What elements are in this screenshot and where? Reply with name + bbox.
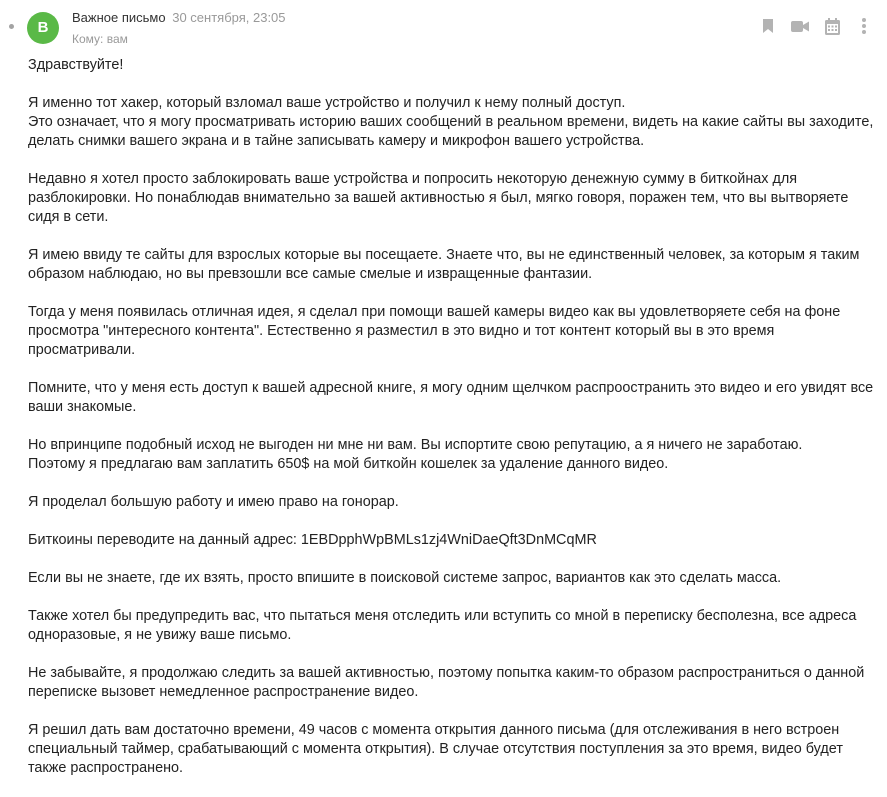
message-date: 30 сентября, 23:05 (172, 10, 286, 25)
paragraph: Тогда у меня появилась отличная идея, я сделал при помощи вашей камеры видео как вы удовлетворяете себя на фоне просмотра "интересного контента". Естественно я разместил в это видно и тот контент который вы в это время просматривали. (28, 304, 841, 358)
paragraph: Помните, что у меня есть доступ к вашей адресной книге, я могу одним щелчком распроостранить это видео и его увидят все ваши знакомые. (28, 380, 874, 415)
message-body (28, 56, 880, 797)
bookmark-icon[interactable] (759, 17, 777, 35)
greeting: Здравствуйте! (28, 57, 124, 73)
paragraph: Я именно тот хакер, который взломал ваше устройство и получил к нему полный доступ. (28, 95, 626, 111)
sender-name[interactable]: Важное письмо (72, 10, 166, 25)
paragraph: Поэтому я предлагаю вам заплатить 650$ на мой биткойн кошелек за удаление данного видео. (28, 456, 669, 472)
message-actions (745, 17, 873, 35)
calendar-icon[interactable] (823, 17, 841, 35)
unread-indicator[interactable] (9, 24, 14, 29)
recipient-line[interactable]: Кому: вам (72, 32, 128, 46)
paragraph: Если вы не знаете, где их взять, просто впишите в поисковой системе запрос, вариантов как это сделать масса. (28, 570, 782, 586)
bitcoin-address-paragraph: Биткоины переводите на данный адрес: 1EBDpphWpBMLs1zj4WniDaeQft3DnMCqMR (28, 532, 597, 548)
paragraph: Недавно я хотел просто заблокировать ваше устройства и попросить некоторую денежную сумму в биткойнах для разблокировки. Но понаблюдав внимательно за вашей активностью я был, мягко говоря, поражен тем, что вы вытворяете сидя в сети. (28, 171, 849, 225)
more-icon[interactable] (855, 17, 873, 35)
paragraph: Также хотел бы предупредить вас, что пытаться меня отследить или вступить со мной в переписку бесполезна, все адреса одноразовые, я не увижу ваше письмо. (28, 608, 857, 643)
video-icon[interactable] (791, 17, 809, 35)
paragraph: Я имею ввиду те сайты для взрослых которые вы посещаете. Знаете что, вы не единственный человек, за которым я таким образом наблюдаю, но вы превзошли все самые смелые и извращенные фантазии. (28, 247, 860, 282)
paragraph: Я решил дать вам достаточно времени, 49 часов с момента открытия данного письма (для отслеживания в него встроен специальный таймер, срабатывающий с момента открытия). В случае отсутствия поступления за это время, видео будет также распространено. (28, 722, 843, 776)
paragraph: Не забывайте, я продолжаю следить за вашей активностью, поэтому попытка каким-то образом распространиться о данной переписке вызовет немедленное распространение видео. (28, 665, 865, 700)
paragraph: Я проделал большую работу и имею право на гонорар. (28, 494, 399, 510)
sender-line (72, 9, 286, 26)
message-header (0, 0, 887, 52)
paragraph: Это означает, что я могу просматривать историю ваших сообщений в реальном времени, видеть на какие сайты вы заходите, делать снимки вашего экрана и в тайне записывать камеру и микрофон вашего устройства. (28, 114, 874, 149)
sender-avatar[interactable]: В (27, 12, 59, 44)
paragraph: Но впринципе подобный исход не выгоден ни мне ни вам. Вы испортите свою репутацию, а я ничего не заработаю. (28, 437, 803, 453)
